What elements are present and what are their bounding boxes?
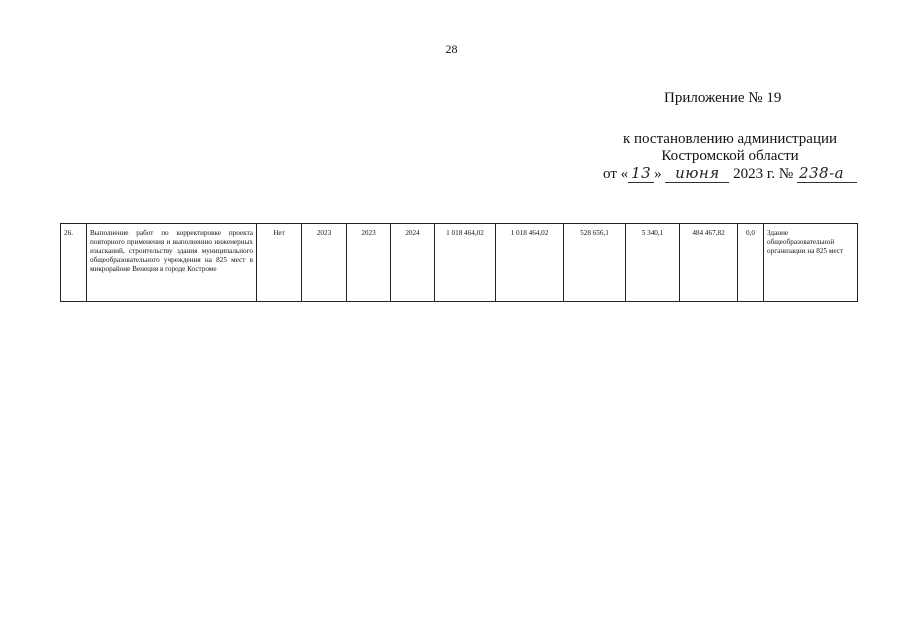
handwritten-date-month: июня — [665, 165, 729, 183]
resolution-header — [580, 131, 880, 183]
cell-col5: 2023 — [347, 224, 391, 302]
cell-col7: 1 018 464,02 — [435, 224, 496, 302]
appendix-title: Приложение № 19 — [664, 90, 782, 106]
cell-col9: 528 656,1 — [564, 224, 626, 302]
cell-result: Здание общеобразовательной организации на 825 мест — [764, 224, 858, 302]
cell-col6: 2024 — [391, 224, 435, 302]
data-table — [60, 223, 858, 302]
cell-col3: Нет — [257, 224, 302, 302]
resolution-line-1: к постановлению администрации — [622, 131, 838, 147]
handwritten-doc-number: 238-а — [797, 165, 857, 183]
handwritten-date-day: 13 — [628, 165, 654, 183]
resolution-line-2: Костромской области — [661, 148, 799, 164]
cell-num: 26. — [61, 224, 87, 302]
cell-description: Выполнение работ по корректировке проекта повторного применения и выполнению инженерных изысканий, строительству здания муниципального общеобразовательного учреждения на 825 мест в микрорайоне Венеция в городе Костроме — [87, 224, 257, 302]
cell-col8: 1 018 464,02 — [496, 224, 564, 302]
resolution-date-line — [580, 165, 880, 183]
cell-col11: 484 467,82 — [680, 224, 738, 302]
cell-col12: 0,0 — [738, 224, 764, 302]
date-year: 2023 г. № — [733, 166, 794, 182]
cell-col10: 5 340,1 — [626, 224, 680, 302]
page-number: 28 — [445, 42, 458, 56]
cell-col4: 2023 — [302, 224, 347, 302]
table-row — [61, 224, 858, 302]
date-mid: » — [654, 166, 662, 182]
date-prefix: от « — [603, 166, 629, 182]
